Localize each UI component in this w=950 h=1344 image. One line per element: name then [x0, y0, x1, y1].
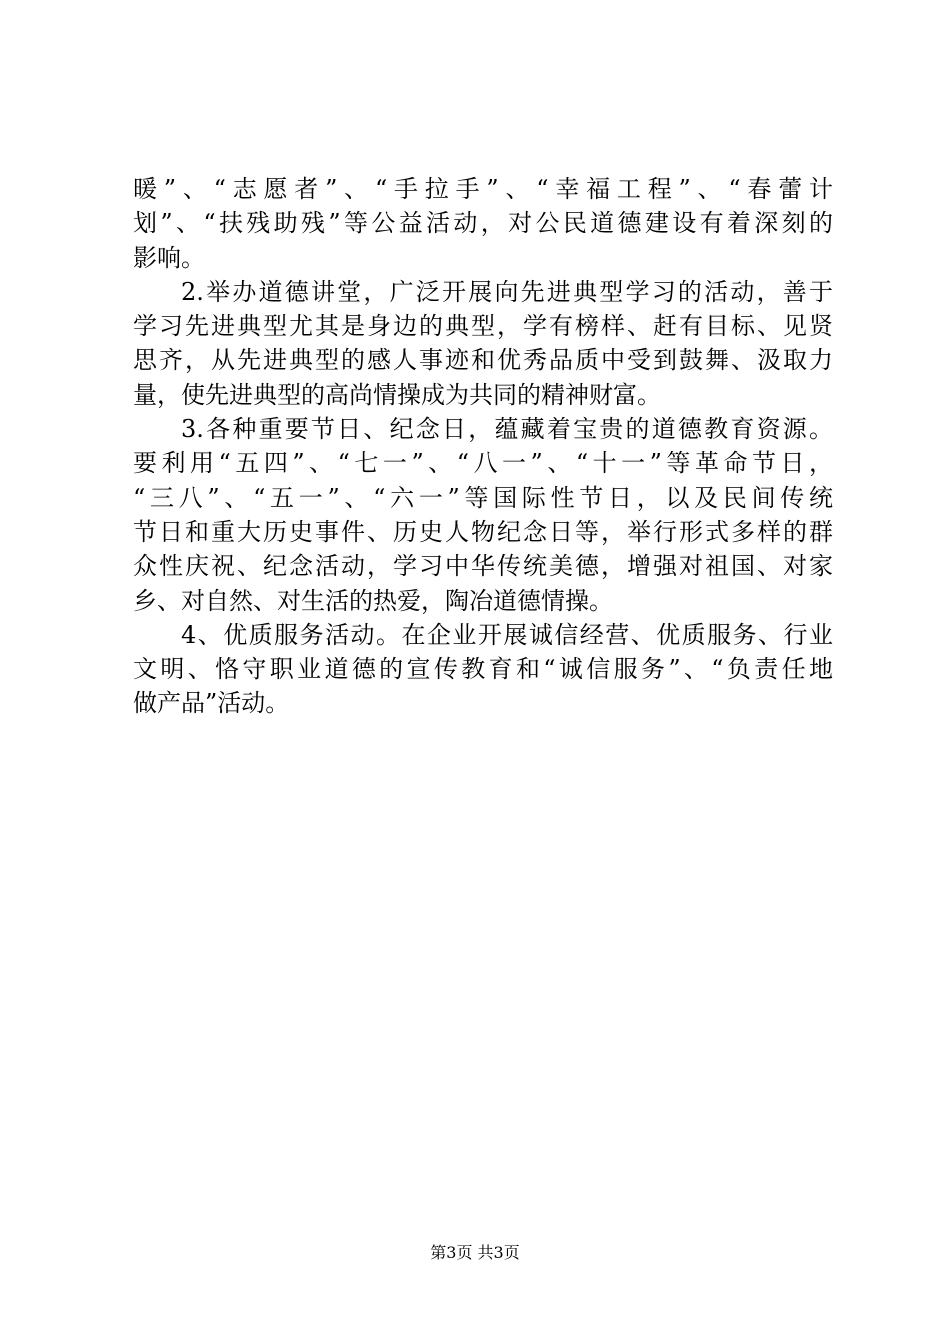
- text-line: 文明、恪守职业道德的宣传教育和“诚信服务”、“负责任地: [133, 655, 833, 684]
- text-line: 学习先进典型尤其是身边的典型，学有榜样、赶有目标、见贤: [133, 312, 833, 341]
- page-footer: 第3页 共3页: [430, 1243, 520, 1262]
- text-line: 乡、对自然、对生活的热爱，陶冶道德情操。: [133, 586, 613, 615]
- text-line: 影响。: [133, 243, 205, 272]
- text-line: 节日和重大历史事件、历史人物纪念日等，举行形式多样的群: [133, 517, 833, 546]
- text-line: 4、优质服务活动。在企业开展诚信经营、优质服务、行业: [181, 620, 833, 649]
- text-line: 思齐，从先进典型的感人事迹和优秀品质中受到鼓舞、汲取力: [133, 346, 833, 375]
- text-line: “三八”、“五一”、“六一”等国际性节日，以及民间传统: [133, 483, 833, 512]
- text-line: 做产品”活动。: [133, 689, 290, 718]
- text-line: 暖”、“志愿者”、“手拉手”、“幸福工程”、“春蕾计: [133, 175, 833, 203]
- text-line: 众性庆祝、纪念活动，学习中华传统美德，增强对祖国、对家: [133, 552, 833, 581]
- text-line: 2.举办道德讲堂，广泛开展向先进典型学习的活动，善于: [181, 277, 833, 306]
- text-line: 要利用“五四”、“七一”、“八一”、“十一”等革命节日，: [133, 449, 833, 478]
- text-line: 划”、“扶残助残”等公益活动，对公民道德建设有着深刻的: [133, 209, 833, 238]
- text-line: 3.各种重要节日、纪念日，蕴藏着宝贵的道德教育资源。: [181, 415, 833, 444]
- text-line: 量，使先进典型的高尚情操成为共同的精神财富。: [133, 380, 661, 409]
- body-text: [133, 172, 833, 721]
